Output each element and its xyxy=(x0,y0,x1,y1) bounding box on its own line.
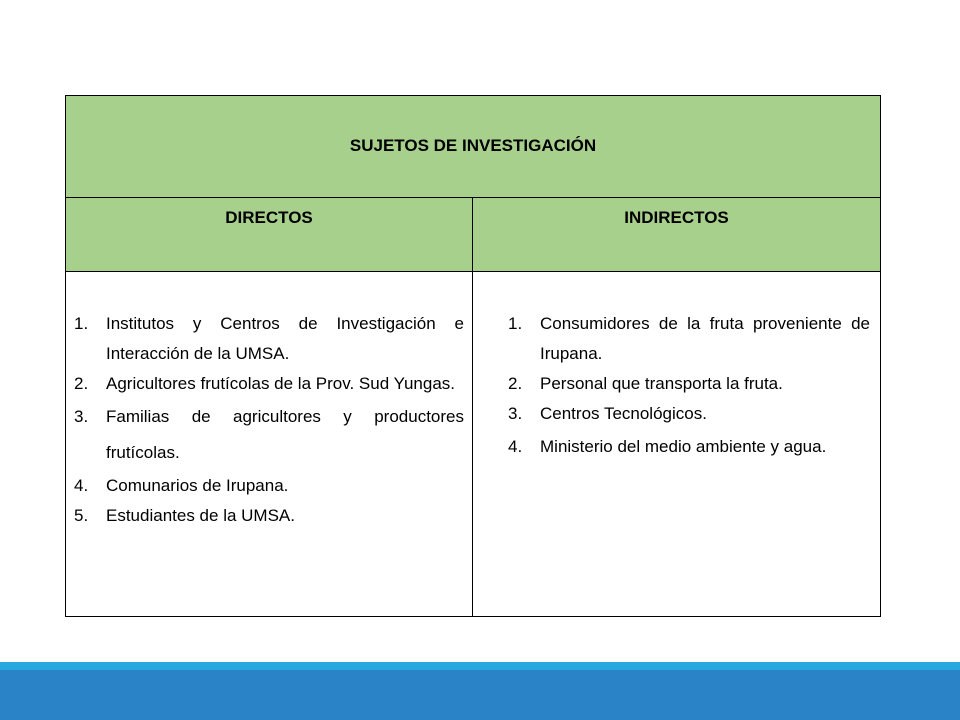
footer-accent-strip xyxy=(0,662,960,670)
list-item-number: 2. xyxy=(74,374,89,393)
directos-list xyxy=(74,309,464,531)
list-item xyxy=(508,399,870,429)
list-item xyxy=(74,399,464,471)
footer-bar xyxy=(0,662,960,720)
list-item-number: 1. xyxy=(74,314,89,333)
list-item xyxy=(74,309,464,369)
list-item-text: Institutos y Centros de Investigación e Interacción de la UMSA. xyxy=(106,314,464,363)
list-item-text: Comunarios de Irupana. xyxy=(106,476,289,495)
list-item xyxy=(508,369,870,399)
list-item xyxy=(74,471,464,501)
list-item-number: 3. xyxy=(508,404,523,423)
indirectos-cell xyxy=(473,272,880,616)
table-header-row xyxy=(66,198,880,272)
list-item-text: Consumidores de la fruta proveniente de Irupana. xyxy=(540,314,870,363)
table-title: SUJETOS DE INVESTIGACIÓN xyxy=(349,136,597,155)
list-item xyxy=(74,369,464,399)
list-item-text: Familias de agricultores y productores frutícolas. xyxy=(106,407,464,462)
list-item-text: Agricultores frutícolas de la Prov. Sud Yungas. xyxy=(106,374,456,393)
list-item xyxy=(508,309,870,369)
list-item xyxy=(74,501,464,531)
list-item-number: 4. xyxy=(508,437,523,456)
directos-cell xyxy=(66,272,473,616)
list-item-number: 3. xyxy=(74,407,89,426)
indirectos-list xyxy=(508,309,870,465)
list-item-text: Centros Tecnológicos. xyxy=(540,404,707,423)
column-header-indirectos: INDIRECTOS xyxy=(624,208,729,227)
subjects-table xyxy=(65,95,881,617)
list-item-number: 2. xyxy=(508,374,523,393)
list-item-number: 5. xyxy=(74,506,89,525)
table-body-row xyxy=(66,272,880,616)
list-item xyxy=(508,429,870,465)
table-title-row xyxy=(66,96,880,198)
list-item-text: Personal que transporta la fruta. xyxy=(540,374,783,393)
list-item-text: Ministerio del medio ambiente y agua. xyxy=(540,437,827,456)
list-item-number: 1. xyxy=(508,314,523,333)
column-header-directos: DIRECTOS xyxy=(66,198,473,271)
list-item-number: 4. xyxy=(74,476,89,495)
list-item-text: Estudiantes de la UMSA. xyxy=(106,506,295,525)
